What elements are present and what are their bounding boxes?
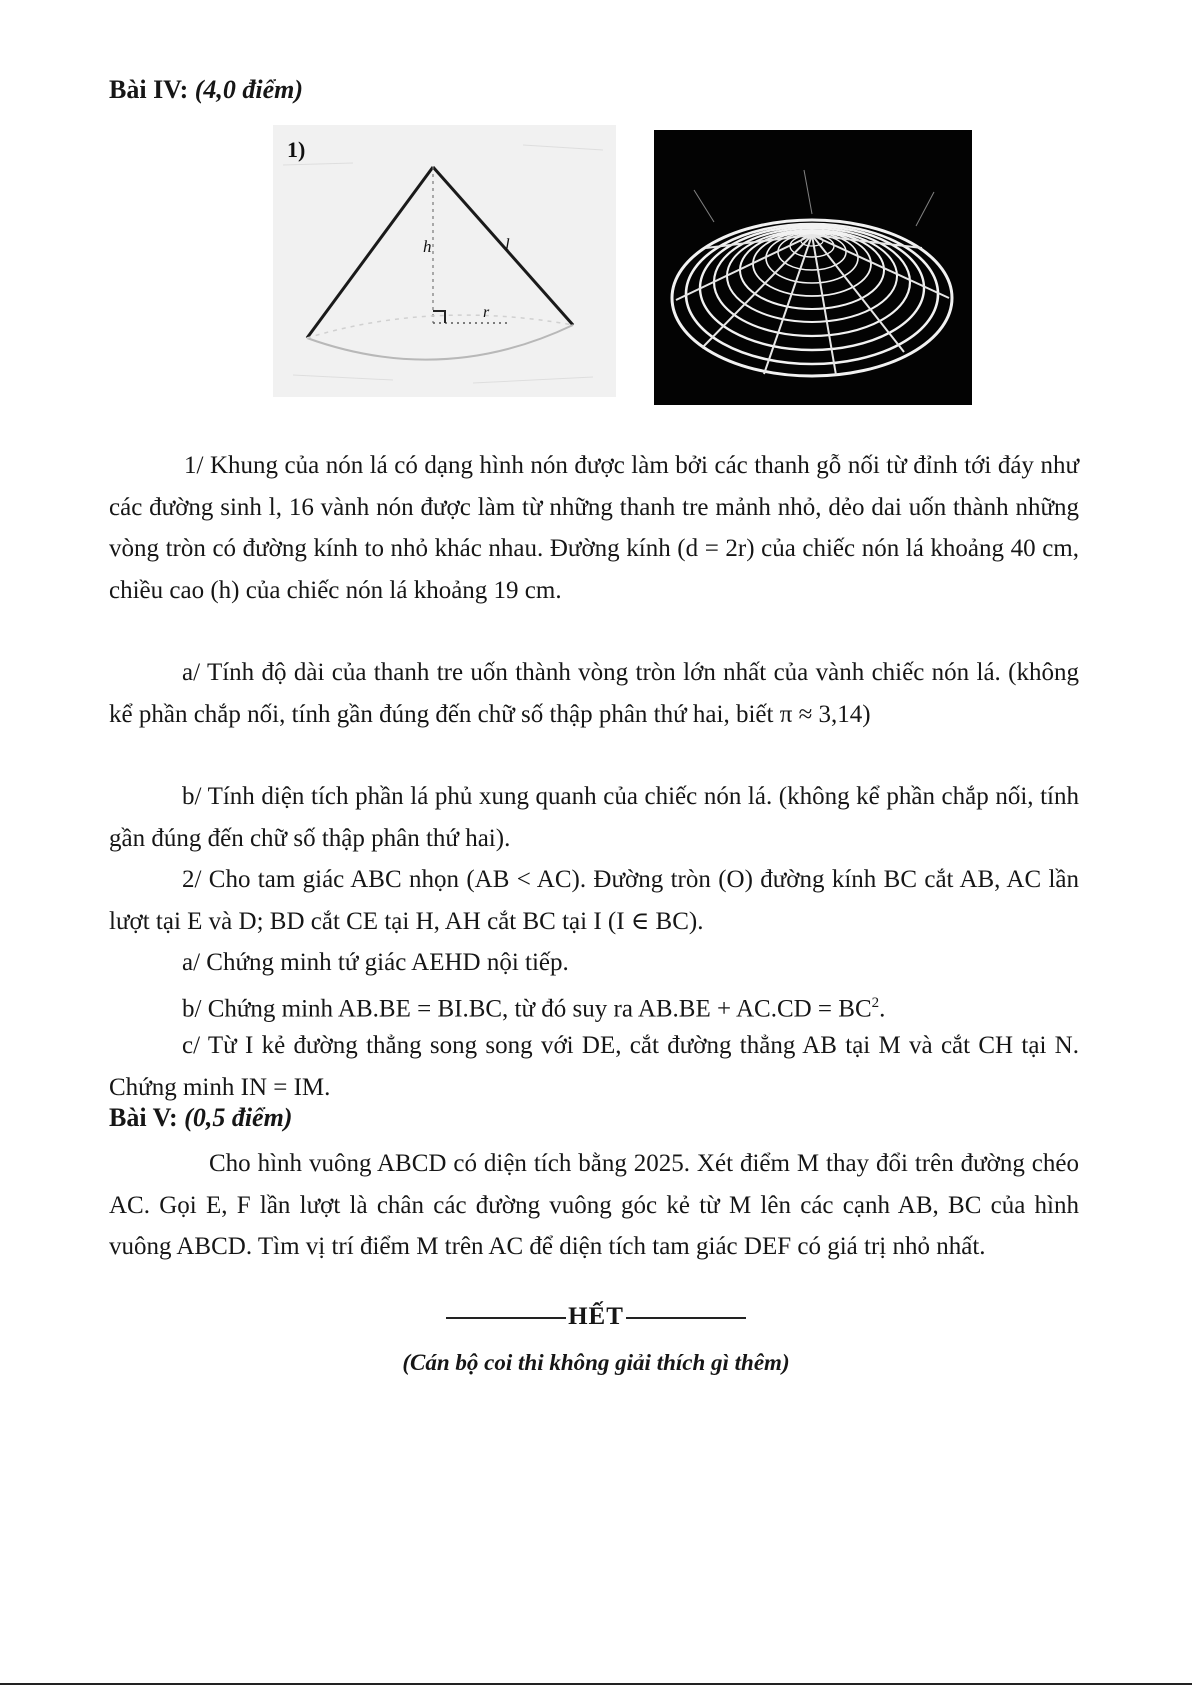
problem2-c: c/ Từ I kẻ đường thẳng song song với DE, cắt đường thẳng AB tại M và cắt CH tại N. Chứng minh IN = IM.: [109, 1032, 1079, 1101]
slant-label: l: [505, 235, 510, 254]
hat-frame-photo: [654, 130, 972, 405]
end-dash-left: [446, 1317, 566, 1319]
section-heading-iv: [109, 74, 303, 106]
proctor-note: (Cán bộ coi thi không giải thích gì thêm): [402, 1350, 790, 1375]
section-title: Bài V:: [109, 1103, 178, 1132]
problem1-intro: 1/ Khung của nón lá có dạng hình nón được làm bởi các thanh gỗ nối từ đỉnh tới đáy như các đường sinh l, 16 vành nón được làm từ những thanh tre mảnh nhỏ, dẻo dai uốn thành những vòng tròn có đường kính to nhỏ khác nhau. Đường kính (d = 2r) của chiếc nón lá khoảng 40 cm, chiều cao (h) của chiếc nón lá khoảng 19 cm.: [109, 452, 1079, 604]
problem2-b: [109, 983, 1079, 1030]
section-points: (4,0 điểm): [194, 75, 304, 104]
problem2-intro: 2/ Cho tam giác ABC nhọn (AB < AC). Đường tròn (O) đường kính BC cắt AB, AC lần lượt tại E và D; BD cắt CE tại H, AH cắt BC tại I (I ∈ BC).: [109, 866, 1079, 935]
section-points: (0,5 điểm): [184, 1103, 293, 1132]
figure-label: 1): [287, 137, 306, 162]
end-label: HẾT: [568, 1303, 624, 1330]
end-dash-right: [626, 1317, 746, 1319]
problem1-b: b/ Tính diện tích phần lá phủ xung quanh của chiếc nón lá. (không kể phần chắp nối, tính gần đúng đến chữ số thập phân thứ hai).: [109, 783, 1079, 852]
section-heading-v: [109, 1102, 292, 1134]
section-title: Bài IV:: [109, 75, 189, 104]
figure-row: [0, 125, 1192, 405]
problem2-b-text: b/ Chứng minh AB.BE = BI.BC, từ đó suy ra AB.BE + AC.CD = BC: [182, 995, 872, 1023]
cone-diagram-svg: [273, 125, 616, 397]
end-marker: [0, 1303, 1192, 1331]
problem2-a: a/ Chứng minh tứ giác AEHD nội tiếp.: [182, 949, 569, 976]
cone-diagram: [273, 125, 616, 397]
hat-frame-svg: [654, 130, 972, 405]
problem5-text: Cho hình vuông ABCD có diện tích bằng 2025. Xét điểm M thay đổi trên đường chéo AC. Gọi E, F lần lượt là chân các đường vuông góc kẻ từ M lên các cạnh AB, BC của hình vuông ABCD. Tìm vị trí điểm M trên AC để diện tích tam giác DEF có giá trị nhỏ nhất.: [109, 1150, 1079, 1260]
problem1-a: a/ Tính độ dài của thanh tre uốn thành vòng tròn lớn nhất của vành chiếc nón lá. (không kể phần chắp nối, tính gần đúng đến chữ số thập phân thứ hai, biết π ≈ 3,14): [109, 659, 1079, 728]
problem2-b-exponent: 2: [871, 995, 880, 1011]
problem2-b-period: .: [879, 995, 886, 1023]
radius-label: r: [483, 304, 490, 321]
height-label: h: [423, 237, 432, 256]
